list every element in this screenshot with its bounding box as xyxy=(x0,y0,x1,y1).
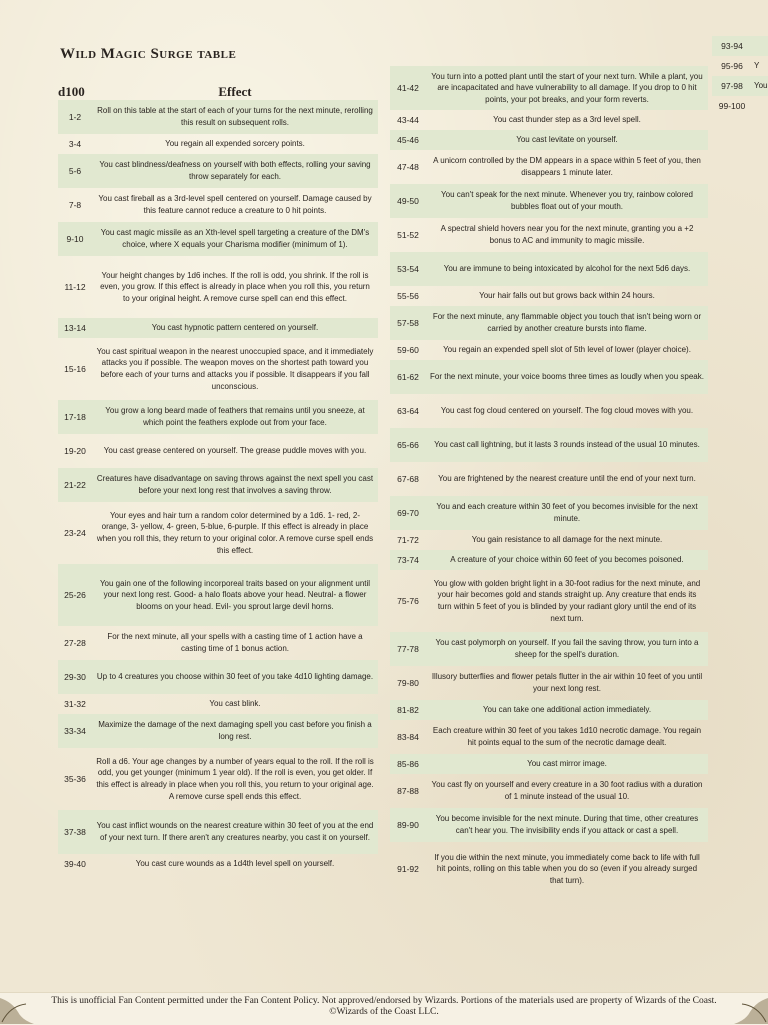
roll-range: 21-22 xyxy=(64,480,86,490)
table-row xyxy=(58,748,378,810)
effect-text: Maximize the damage of the next damaging spell you cast before you finish a long rest. xyxy=(98,720,372,741)
effect-text: You cast mirror image. xyxy=(527,759,607,769)
table-row xyxy=(390,110,708,130)
roll-range: 99-100 xyxy=(718,101,746,111)
effect-text: Y xyxy=(754,61,760,71)
roll-range: 59-60 xyxy=(397,345,419,355)
table-row xyxy=(58,256,378,318)
table-row xyxy=(58,626,378,660)
roll-range: 25-26 xyxy=(64,590,86,600)
roll-range: 5-6 xyxy=(68,166,82,176)
effect-text: You cast magic missile as an Xth-level spell targeting a creature of the DM's choice, where X equals your Charisma modifier (minimum of 1). xyxy=(100,228,370,249)
table-row xyxy=(390,66,708,110)
roll-range: 13-14 xyxy=(64,323,86,333)
table-row xyxy=(58,660,378,694)
effect-text: You cast fly on yourself and every creature in a 30 foot radius with a duration of 1 minute instead of the usual 10. xyxy=(431,780,703,801)
table-row xyxy=(58,188,378,222)
effect-text: Your eyes and hair turn a random color determined by a 1d6. 1- red, 2- orange, 3- yellow, 4- green, 5-blue, 6-purple. If this effect is already in place when you roll this, they return to your original color. A remove curse spell ends this effect. xyxy=(96,510,374,555)
table-row xyxy=(390,306,708,340)
effect-text: You cast grease centered on yourself. The grease puddle moves with you. xyxy=(103,446,367,456)
effect-text: You cast inflict wounds on the nearest creature within 30 feet of you at the end of your next turn. If there aren't any creatures nearby, you cast it on yourself. xyxy=(96,821,374,842)
table-header xyxy=(58,78,378,100)
roll-range: 41-42 xyxy=(397,83,419,93)
effect-text: You cast fireball as a 3rd-level spell centered on yourself. Damage caused by this feature cannot reduce a creature to 0 hit points. xyxy=(98,194,372,215)
effect-text: You and each creature within 30 feet of you becomes invisible for the next minute. xyxy=(436,502,698,523)
effect-text: Roll on this table at the start of each of your turns for the next minute, rerolling this result on subsequent rolls. xyxy=(97,106,373,127)
table-row xyxy=(390,496,708,530)
footer-legal-text: This is unofficial Fan Content permitted under the Fan Content Policy. Not approved/endorsed by Wizards. Portions of the materials used are property of Wizards of the Coast. ©Wizards of the Coast LLC. xyxy=(51,996,717,1018)
table-row xyxy=(58,100,378,134)
header-effect: Effect xyxy=(218,84,252,99)
table-row xyxy=(712,36,768,56)
effect-text: You cast call lightning, but it lasts 3 rounds instead of the usual 10 minutes. xyxy=(434,440,700,450)
table-row xyxy=(58,222,378,256)
roll-range: 77-78 xyxy=(397,644,419,654)
roll-range: 57-58 xyxy=(397,318,419,328)
effect-text: You regain all expended sorcery points. xyxy=(165,139,305,149)
roll-range: 67-68 xyxy=(397,474,419,484)
table-row xyxy=(390,530,708,550)
effect-text: You xyxy=(754,81,768,91)
table-row xyxy=(712,96,768,116)
effect-text: You cast cure wounds as a 1d4th level spell on yourself. xyxy=(135,859,335,869)
table-row xyxy=(390,360,708,394)
roll-range: 33-34 xyxy=(64,726,86,736)
table-body-left xyxy=(58,100,378,874)
roll-range: 3-4 xyxy=(68,139,82,149)
table-column-left xyxy=(58,78,378,874)
effect-text: You are immune to being intoxicated by alcohol for the next 5d6 days. xyxy=(443,264,691,274)
roll-range: 27-28 xyxy=(64,638,86,648)
table-row xyxy=(390,720,708,754)
roll-range: 7-8 xyxy=(68,200,82,210)
roll-range: 53-54 xyxy=(397,264,419,274)
effect-text: You cast thunder step as a 3rd level spell. xyxy=(493,115,641,125)
table-title: Wild Magic Surge table xyxy=(60,46,237,62)
effect-text: You cast blink. xyxy=(209,699,261,709)
roll-range: 91-92 xyxy=(397,864,419,874)
roll-range: 87-88 xyxy=(397,786,419,796)
table-row xyxy=(390,570,708,632)
roll-range: 39-40 xyxy=(64,859,86,869)
table-row xyxy=(390,808,708,842)
effect-text: Your height changes by 1d6 inches. If the roll is odd, you shrink. If the roll is even, you grow. If this effect is already in place when you roll this, you return to your original height. A remove curse spell can end this effect. xyxy=(100,270,370,303)
effect-text: Creatures have disadvantage on saving throws against the next spell you cast before your next long rest that involves a saving throw. xyxy=(96,474,374,495)
effect-text: You gain one of the following incorporeal traits based on your alignment until your next long rest. Good- a halo floats above your head. Neutral- a flower blooms on your head. Evil- you sprout large devil horns. xyxy=(99,578,371,611)
effect-text: You can take one additional action immediately. xyxy=(482,705,652,715)
roll-range: 83-84 xyxy=(397,732,419,742)
table-row xyxy=(58,400,378,434)
roll-range: 89-90 xyxy=(397,820,419,830)
effect-text: Up to 4 creatures you choose within 30 feet of you take 4d10 lighting damage. xyxy=(96,672,374,682)
effect-text: For the next minute, any flammable object you touch that isn't being worn or carried by another creature bursts into flame. xyxy=(432,312,702,333)
roll-range: 69-70 xyxy=(397,508,419,518)
table-row xyxy=(390,150,708,184)
table-column-middle xyxy=(390,66,708,896)
table-row xyxy=(390,754,708,774)
roll-range: 43-44 xyxy=(397,115,419,125)
roll-range: 23-24 xyxy=(64,528,86,538)
table-row xyxy=(390,666,708,700)
table-row xyxy=(390,394,708,428)
table-row xyxy=(390,130,708,150)
effect-text: Roll a d6. Your age changes by a number of years equal to the roll. If the roll is odd, you get younger (minimum 1 year old). If the roll is even, you get older. If this effect is already in place when you roll this, you return to your original age. A remove curse spell ends this effect. xyxy=(96,756,374,801)
effect-text: You cast spiritual weapon in the nearest unoccupied space, and it immediately attacks you if possible. The weapon moves on the shortest path toward you before each of your turns and attacks you if possible. It disappears if you fall unconscious. xyxy=(96,346,374,391)
roll-range: 63-64 xyxy=(397,406,419,416)
roll-range: 35-36 xyxy=(64,774,86,784)
table-row xyxy=(390,462,708,496)
roll-range: 29-30 xyxy=(64,672,86,682)
table-row xyxy=(390,550,708,570)
table-body-middle xyxy=(390,66,708,896)
effect-text: You become invisible for the next minute. During that time, other creatures can't hear you. The invisibility ends if you attack or cast a spell. xyxy=(435,814,699,835)
table-row xyxy=(390,218,708,252)
roll-range: 93-94 xyxy=(721,41,743,51)
roll-range: 75-76 xyxy=(397,596,419,606)
roll-range: 71-72 xyxy=(397,535,419,545)
roll-range: 97-98 xyxy=(721,81,743,91)
roll-range: 45-46 xyxy=(397,135,419,145)
roll-range: 47-48 xyxy=(397,162,419,172)
effect-text: You are frightened by the nearest creature until the end of your next turn. xyxy=(438,474,696,484)
roll-range: 55-56 xyxy=(397,291,419,301)
table-column-right xyxy=(712,36,768,116)
table-row xyxy=(58,468,378,502)
effect-text: You grow a long beard made of feathers that remains until you sneeze, at which point the feathers explode out from your face. xyxy=(105,406,365,427)
table-row xyxy=(58,714,378,748)
effect-text: You cast polymorph on yourself. If you fail the saving throw, you turn into a sheep for the spell's duration. xyxy=(435,638,699,659)
effect-text: You cast blindness/deafness on yourself with both effects, rolling your saving throw separately for each. xyxy=(99,160,371,181)
roll-range: 73-74 xyxy=(397,555,419,565)
roll-range: 85-86 xyxy=(397,759,419,769)
roll-range: 79-80 xyxy=(397,678,419,688)
roll-range: 49-50 xyxy=(397,196,419,206)
roll-range: 9-10 xyxy=(66,234,84,244)
roll-range: 95-96 xyxy=(721,61,743,71)
table-body-right xyxy=(712,36,768,116)
effect-text: A creature of your choice within 60 feet of you becomes poisoned. xyxy=(450,555,684,565)
table-row xyxy=(390,774,708,808)
table-row xyxy=(712,76,768,96)
effect-text: For the next minute, your voice booms three times as loudly when you speak. xyxy=(430,372,704,382)
table-row xyxy=(58,338,378,400)
roll-range: 81-82 xyxy=(397,705,419,715)
roll-range: 17-18 xyxy=(64,412,86,422)
roll-range: 65-66 xyxy=(397,440,419,450)
table-row xyxy=(58,564,378,626)
table-row xyxy=(58,854,378,874)
table-row xyxy=(58,434,378,468)
table-row xyxy=(58,134,378,154)
table-row xyxy=(390,632,708,666)
table-row xyxy=(58,694,378,714)
roll-range: 1-2 xyxy=(68,112,82,122)
effect-text: A spectral shield hovers near you for the next minute, granting you a +2 bonus to AC and immunity to magic missile. xyxy=(440,224,694,245)
roll-range: 11-12 xyxy=(64,282,86,292)
effect-text: You cast levitate on yourself. xyxy=(516,135,618,145)
table-row xyxy=(390,700,708,720)
effect-text: You cast fog cloud centered on yourself. The fog cloud moves with you. xyxy=(440,406,694,416)
table-row xyxy=(390,286,708,306)
table-row xyxy=(58,318,378,338)
effect-text: You cast hypnotic pattern centered on yourself. xyxy=(151,323,319,333)
table-row xyxy=(58,502,378,564)
roll-range: 61-62 xyxy=(397,372,419,382)
roll-range: 51-52 xyxy=(397,230,419,240)
effect-text: You turn into a potted plant until the start of your next turn. While a plant, you are incapacitated and have vulnerability to all damage. If you drop to 0 hit points, your pot breaks, and your form reverts. xyxy=(431,71,703,104)
effect-text: If you die within the next minute, you immediately come back to life with full hit points, rolling on this table when you do so (even if you already surged that turn). xyxy=(434,852,700,885)
effect-text: Each creature within 30 feet of you takes 1d10 necrotic damage. You regain hit points equal to the sum of the necrotic damage dealt. xyxy=(432,726,702,747)
table-row xyxy=(390,428,708,462)
corner-ornament-right-icon xyxy=(728,992,768,1024)
table-row xyxy=(390,252,708,286)
effect-text: You gain resistance to all damage for the next minute. xyxy=(471,535,663,545)
effect-text: A unicorn controlled by the DM appears in a space within 5 feet of you, then disappears 1 minute later. xyxy=(433,156,701,177)
roll-range: 15-16 xyxy=(64,364,86,374)
header-roll: d100 xyxy=(58,84,85,99)
table-row xyxy=(712,56,768,76)
table-row xyxy=(390,184,708,218)
table-row xyxy=(390,340,708,360)
table-row xyxy=(58,154,378,188)
roll-range: 19-20 xyxy=(64,446,86,456)
effect-text: You glow with golden bright light in a 30-foot radius for the next minute, and your hair becomes gold and stands straight up. Any creature that ends its turn within 5 feet of you is blinded by your radiant glory until the end of its next turn. xyxy=(433,578,701,623)
table-row xyxy=(58,810,378,854)
effect-text: You can't speak for the next minute. Whenever you try, rainbow colored bubbles float out of your mouth. xyxy=(441,190,693,211)
effect-text: Illusory butterflies and flower petals flutter in the air within 10 feet of you until your next long rest. xyxy=(431,672,703,693)
corner-ornament-left-icon xyxy=(0,992,40,1024)
effect-text: Your hair falls out but grows back within 24 hours. xyxy=(479,291,655,301)
effect-text: For the next minute, all your spells with a casting time of 1 action have a casting time of 1 bonus action. xyxy=(107,632,363,653)
roll-range: 37-38 xyxy=(64,827,86,837)
table-row xyxy=(390,842,708,896)
effect-text: You regain an expended spell slot of 5th level of lower (player choice). xyxy=(443,345,691,355)
roll-range: 31-32 xyxy=(64,699,86,709)
